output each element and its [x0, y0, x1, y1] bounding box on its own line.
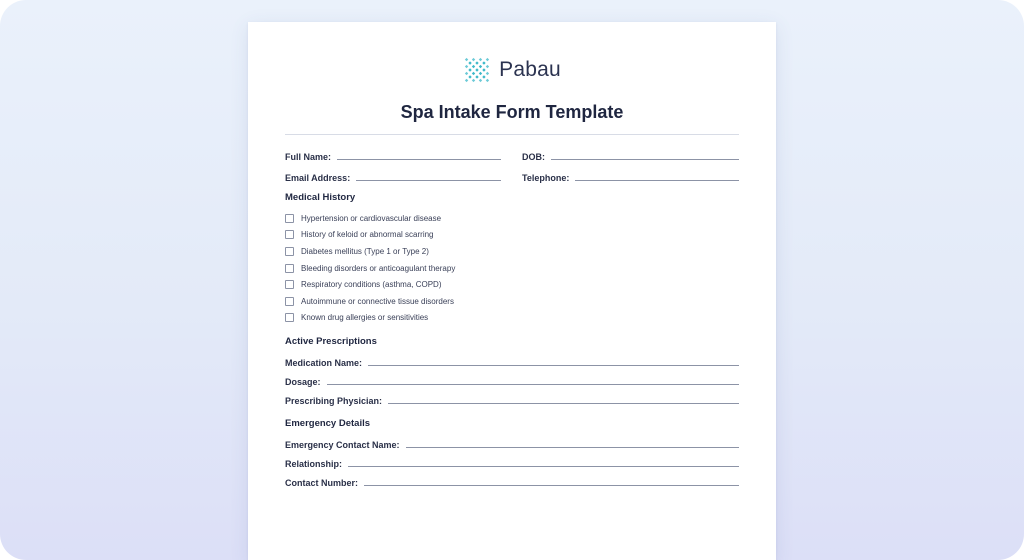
checklist-item[interactable] — [285, 278, 442, 290]
checklist-item-label: Hypertension or cardiovascular disease — [301, 213, 442, 223]
checklist-item[interactable] — [285, 295, 454, 307]
dob-label: DOB: — [522, 152, 545, 162]
checklist-item[interactable] — [285, 245, 429, 257]
checklist-item-label: Bleeding disorders or anticoagulant therapy — [301, 263, 456, 273]
full-name-field[interactable] — [285, 150, 501, 162]
checkbox[interactable] — [285, 313, 294, 322]
relationship-label: Relationship: — [285, 459, 343, 469]
active-prescriptions-heading: Active Prescriptions — [285, 336, 377, 347]
prescribing-physician-label: Prescribing Physician: — [285, 396, 383, 406]
checklist-item[interactable] — [285, 212, 441, 224]
checklist-item[interactable] — [285, 228, 434, 240]
medication-name-field[interactable] — [285, 356, 739, 368]
dob-input-line[interactable] — [551, 159, 739, 160]
emergency-contact-name-input-line[interactable] — [406, 447, 739, 448]
medical-history-heading: Medical History — [285, 192, 356, 203]
checkbox[interactable] — [285, 280, 294, 289]
brand-name: Pabau — [499, 58, 561, 81]
contact-number-field[interactable] — [285, 476, 739, 488]
checklist-item-label: History of keloid or abnormal scarring — [301, 229, 434, 239]
relationship-input-line[interactable] — [348, 466, 739, 467]
prescribing-physician-field[interactable] — [285, 394, 739, 406]
email-label: Email Address: — [285, 173, 351, 183]
telephone-label: Telephone: — [522, 173, 570, 183]
title-divider — [285, 134, 739, 135]
brand-header — [248, 56, 776, 84]
medication-name-label: Medication Name: — [285, 358, 363, 368]
checkbox[interactable] — [285, 230, 294, 239]
dob-field[interactable] — [522, 150, 739, 162]
checklist-item-label: Respiratory conditions (asthma, COPD) — [301, 279, 442, 289]
pabau-diamond-logo-icon — [463, 56, 491, 84]
form-document — [248, 22, 776, 560]
checklist-item[interactable] — [285, 262, 455, 274]
telephone-field[interactable] — [522, 171, 739, 183]
document-title: Spa Intake Form Template — [400, 102, 624, 122]
checklist-item-label: Diabetes mellitus (Type 1 or Type 2) — [301, 246, 429, 256]
checkbox[interactable] — [285, 264, 294, 273]
checkbox[interactable] — [285, 297, 294, 306]
telephone-input-line[interactable] — [575, 180, 739, 181]
checklist-item-label: Known drug allergies or sensitivities — [301, 312, 429, 322]
emergency-contact-name-field[interactable] — [285, 438, 739, 450]
emergency-details-heading: Emergency Details — [285, 418, 371, 429]
email-input-line[interactable] — [356, 180, 501, 181]
relationship-field[interactable] — [285, 457, 739, 469]
checklist-item-label: Autoimmune or connective tissue disorders — [301, 296, 454, 306]
contact-number-label: Contact Number: — [285, 478, 359, 488]
full-name-label: Full Name: — [285, 152, 332, 162]
dosage-label: Dosage: — [285, 377, 321, 387]
contact-number-input-line[interactable] — [364, 485, 739, 486]
checklist-item[interactable] — [285, 311, 428, 323]
checkbox[interactable] — [285, 247, 294, 256]
checkbox[interactable] — [285, 214, 294, 223]
emergency-contact-name-label: Emergency Contact Name: — [285, 440, 400, 450]
medication-name-input-line[interactable] — [368, 365, 739, 366]
full-name-input-line[interactable] — [337, 159, 501, 160]
email-field[interactable] — [285, 171, 501, 183]
dosage-field[interactable] — [285, 375, 739, 387]
prescribing-physician-input-line[interactable] — [388, 403, 739, 404]
dosage-input-line[interactable] — [327, 384, 739, 385]
